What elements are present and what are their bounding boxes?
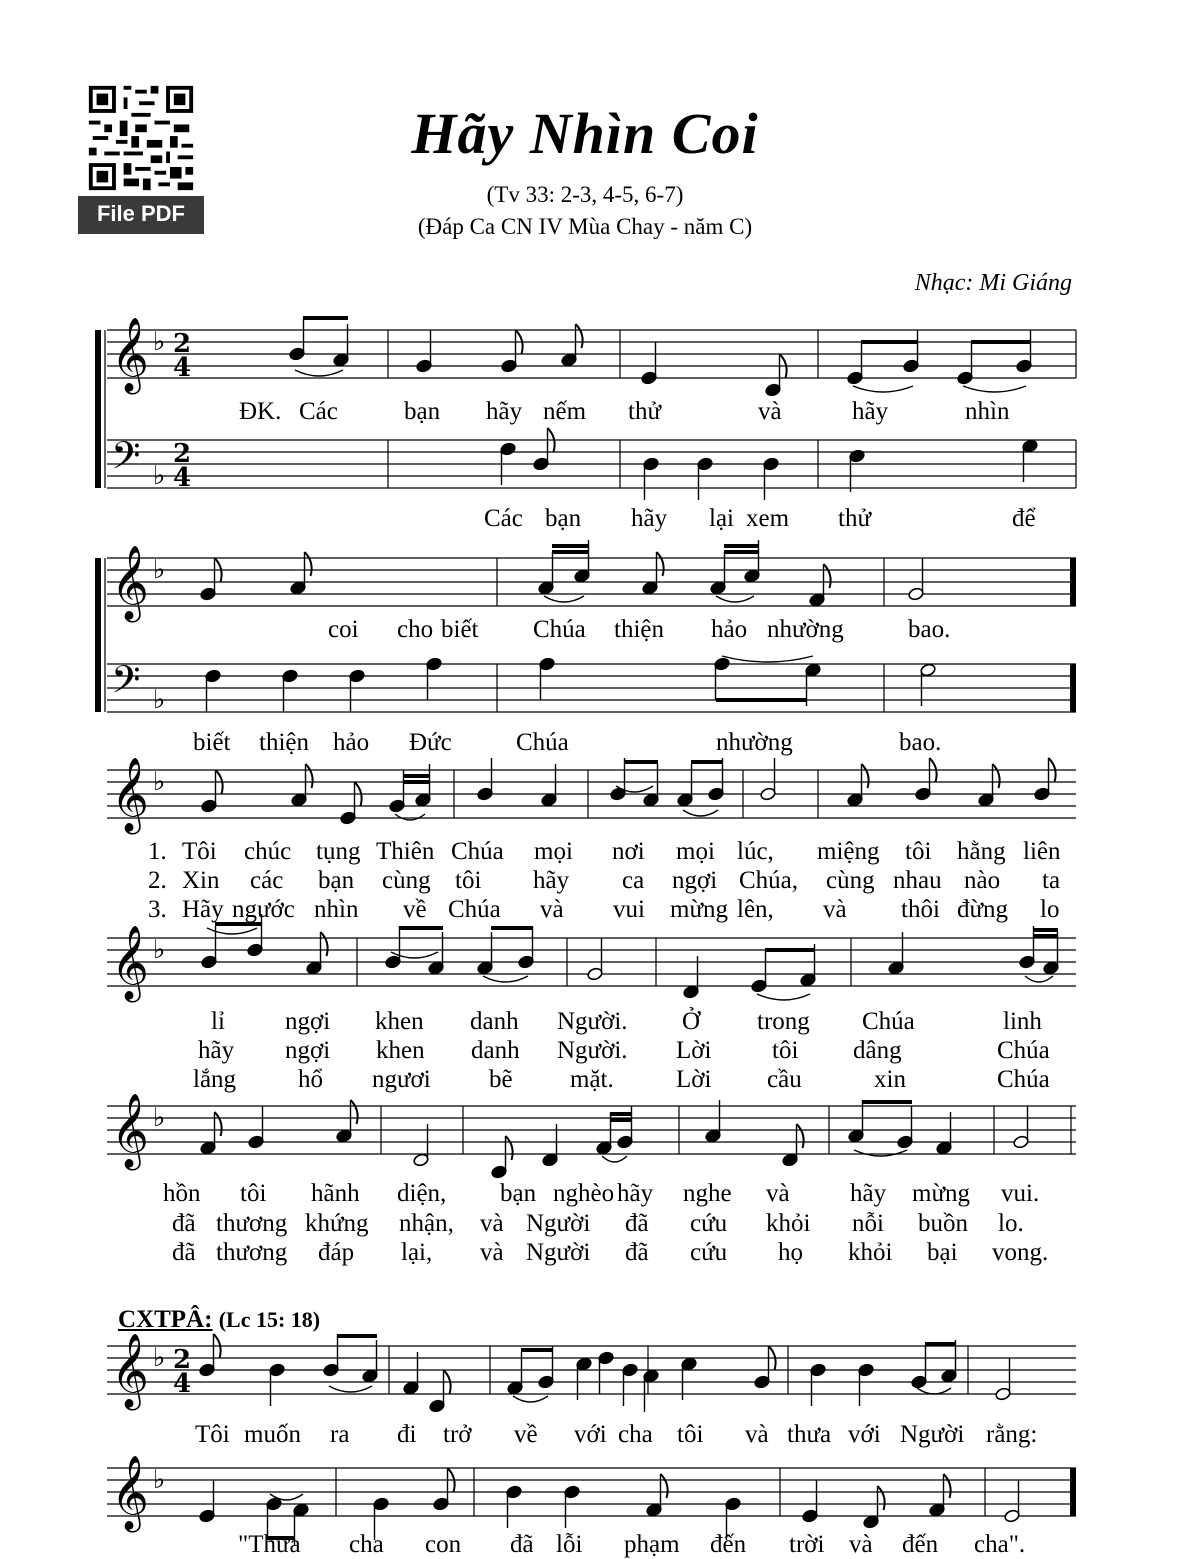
note-flag [321, 932, 328, 956]
staff [107, 1456, 1076, 1533]
lyric-syllable: với [848, 1421, 881, 1448]
lyric-syllable: bẽ [489, 1066, 513, 1093]
lyric-syllable: bạn [500, 1180, 537, 1207]
lyric-syllable: đã [510, 1531, 534, 1558]
lyric-syllable: muốn [244, 1421, 301, 1448]
lyric-syllable: lại, [401, 1239, 433, 1266]
lyric-syllable: biết [441, 616, 479, 643]
lyric-syllable: trời [789, 1531, 825, 1558]
flat-key-signature-icon: ♭ [153, 685, 166, 715]
lyric-syllable: mặt. [570, 1066, 614, 1093]
lyric-syllable: đừng [957, 896, 1009, 923]
flat-key-signature-icon: ♭ [153, 461, 166, 491]
note-flag [862, 764, 869, 788]
lyric-syllable: ngươi [372, 1066, 431, 1093]
lyric-syllable: về [514, 1421, 538, 1448]
lyric-syllable: Lời [676, 1066, 712, 1093]
lyric-syllable: cứu [690, 1239, 728, 1266]
lyric-syllable: "Thưa [238, 1531, 301, 1558]
lyric-syllable: Xin [182, 867, 220, 894]
lyric-syllable: vui. [1001, 1180, 1040, 1207]
lyric-syllable: thử [838, 505, 871, 532]
lyric-syllable: Người [526, 1239, 591, 1266]
lyric-syllable: trong [757, 1008, 810, 1035]
lyric-syllable: thiện [259, 729, 309, 756]
acclamation-title: CXTPÂ: [118, 1306, 213, 1333]
lyric-syllable: các [250, 867, 284, 894]
time-signature-top: 2 [173, 439, 192, 469]
slur [716, 596, 754, 602]
slur [757, 994, 810, 1000]
time-signature-top: 2 [173, 329, 192, 359]
lyric-syllable: hãy [198, 1037, 235, 1064]
note-flag [215, 1112, 222, 1136]
final-bar-line [1070, 558, 1076, 606]
lyric-syllable: Chúa, [739, 867, 799, 894]
lyric-syllable: cho [397, 616, 434, 643]
lyric-syllable: bại [927, 1239, 958, 1266]
final-bar-line [1070, 1468, 1076, 1516]
lyric-syllable: khứng [305, 1210, 369, 1237]
lyric-syllable: Tôi [195, 1421, 230, 1448]
treble-clef-icon: 𝄞 [111, 758, 149, 832]
lyric-syllable: và [766, 1180, 790, 1207]
lyric-syllable: và [480, 1210, 504, 1237]
lyric-syllable: đã [172, 1239, 196, 1266]
final-bar-line [1070, 664, 1076, 712]
lyric-syllable: hằng [957, 838, 1006, 865]
lyric-syllable: đã [625, 1239, 649, 1266]
lyric-syllable: nào [964, 867, 1001, 894]
lyric-syllable: hãy [533, 867, 570, 894]
lyric-syllable: thưa [787, 1421, 832, 1448]
psalm-reference: (Tv 33: 2-3, 4-5, 6-7) [486, 182, 684, 207]
lyric-syllable: cha". [974, 1531, 1026, 1558]
lyric-syllable: hãnh [311, 1180, 360, 1207]
lyric-syllable: bạn [404, 398, 441, 425]
lyric-syllable: con [425, 1531, 462, 1558]
lyric-syllable: thiện [614, 616, 664, 643]
lyric-syllable: lo [1040, 896, 1060, 923]
lyric-syllable: nhìn [314, 896, 359, 923]
lyric-syllable: để [1012, 505, 1036, 532]
lyric-syllable: phạm [624, 1531, 680, 1558]
lyric-syllable: tôi [455, 867, 482, 894]
lyric-syllable: hãy [631, 505, 668, 532]
lyric-syllable: Ở [682, 1008, 701, 1035]
lyric-syllable: tôi [677, 1421, 704, 1448]
lyric-syllable: cùng [382, 867, 431, 894]
lyric-syllable: hảo [711, 616, 748, 643]
lyric-syllable: biết [193, 729, 231, 756]
lyric-syllable: ngước [232, 896, 295, 923]
lyric-syllable: nhận, [399, 1210, 454, 1237]
lyric-syllable: ta [1042, 867, 1061, 894]
lyric-syllable: hãy [486, 398, 523, 425]
lyric-syllable: Thiên [376, 838, 435, 865]
lyric-syllable: Đức [409, 729, 452, 756]
lyric-syllable: khỏi [848, 1239, 893, 1266]
lyric-syllable: đã [625, 1210, 649, 1237]
lyric-syllable: Người [900, 1421, 965, 1448]
slur [544, 596, 584, 602]
slur [483, 976, 528, 982]
lyric-syllable: Người. [557, 1037, 628, 1064]
lyric-syllable: 3. [148, 896, 167, 923]
slur [917, 1388, 951, 1394]
composer-credit: Nhạc: Mi Giáng [914, 270, 1072, 296]
slur [1025, 976, 1053, 982]
lyric-syllable: nhường [716, 729, 793, 756]
slur [395, 814, 425, 820]
bass-clef-icon: 𝄢 [111, 433, 141, 487]
lyric-syllable: bao. [908, 616, 951, 643]
slur [329, 1386, 372, 1392]
bass-clef-icon: 𝄢 [111, 657, 141, 711]
lyric-syllable: lo. [998, 1210, 1024, 1237]
lyric-syllable: Lời [676, 1037, 712, 1064]
treble-clef-icon: 𝄞 [111, 1334, 149, 1408]
slur [602, 1156, 627, 1162]
lyric-syllable: miệng [817, 838, 880, 865]
lyric-syllable: và [480, 1239, 504, 1266]
system-bracket [95, 558, 101, 712]
staff [107, 758, 1076, 835]
lyric-syllable: bạn [545, 505, 582, 532]
liturgy-subtitle: (Đáp Ca CN IV Mùa Chay - năm C) [417, 214, 753, 239]
lyric-syllable: 2. [148, 867, 167, 894]
lyric-syllable: rằng: [986, 1421, 1038, 1448]
lyric-syllable: nghèo [553, 1180, 615, 1207]
lyric-syllable: Các [484, 505, 523, 532]
lyric-syllable: ngợi [285, 1037, 331, 1064]
note-flag [824, 564, 831, 588]
lyric-syllable: với [574, 1421, 607, 1448]
lyric-syllable: đến [902, 1531, 939, 1558]
lyric-syllable: hãy [850, 1180, 887, 1207]
treble-clef-icon: 𝄞 [111, 318, 149, 392]
lyric-syllable: cùng [826, 867, 875, 894]
lyric-syllable: mọi [676, 838, 715, 865]
lyric-syllable: cầu [767, 1066, 802, 1093]
staff [107, 433, 1076, 493]
note-flag [506, 1136, 513, 1160]
lyric-syllable: lỉ [211, 1008, 225, 1035]
lyric-syllable: lên, [737, 896, 774, 923]
lyric-syllable: liên [1023, 838, 1061, 865]
lyric-syllable: nhường [767, 616, 844, 643]
file-pdf-label[interactable]: File PDF [78, 196, 204, 234]
lyric-syllable: chúc [244, 838, 292, 865]
staff [107, 546, 1076, 623]
lyric-syllable: linh [1003, 1008, 1042, 1035]
lyric-syllable: nhìn [965, 398, 1010, 425]
lyric-syllable: xem [746, 505, 790, 532]
lyric-syllable: thôi [901, 896, 940, 923]
lyric-syllable: cha [618, 1421, 653, 1448]
lyric-syllable: Các [299, 398, 338, 425]
lyric-syllable: khen [375, 1008, 424, 1035]
time-signature-bottom: 4 [173, 463, 192, 493]
lyric-syllable: Hãy [182, 896, 224, 923]
lyric-syllable: họ [778, 1239, 803, 1266]
lyric-syllable: lúc, [737, 838, 774, 865]
note-flag [797, 1124, 804, 1148]
lyric-syllable: Tôi [182, 838, 217, 865]
lyric-syllable: mọi [534, 838, 573, 865]
lyric-syllable: hổ [298, 1066, 323, 1093]
lyric-syllable: Chúa [997, 1037, 1050, 1064]
lyric-syllable: Chúa [451, 838, 504, 865]
treble-clef-icon: 𝄞 [111, 1456, 149, 1530]
lyric-syllable: lại [709, 505, 734, 532]
lyric-syllable: khỏi [766, 1210, 811, 1237]
time-signature-bottom: 4 [173, 1369, 192, 1399]
flat-key-signature-icon: ♭ [153, 327, 166, 357]
lyric-syllable: Chúa [997, 1066, 1050, 1093]
time-signature-bottom: 4 [173, 353, 192, 383]
lyric-syllable: nơi [612, 838, 645, 865]
lyric-syllable: coi [328, 616, 359, 643]
lyric-syllable: 1. [148, 838, 167, 865]
lyric-syllable: hãy [852, 398, 889, 425]
lyric-syllable: nếm [543, 398, 587, 425]
lyric-syllable: cha [349, 1531, 384, 1558]
lyric-syllable: trở [443, 1421, 472, 1448]
note-flag [944, 1474, 951, 1498]
lyric-syllable: bao. [899, 729, 942, 756]
song-title: Hãy Nhìn Coi [411, 101, 759, 166]
lyric-syllable: và [540, 896, 564, 923]
note-flag [306, 764, 313, 788]
treble-clef-icon: 𝄞 [111, 546, 149, 620]
lyric-syllable: hãy [617, 1180, 654, 1207]
treble-clef-icon: 𝄞 [111, 926, 149, 1000]
lyric-syllable: đáp [318, 1239, 355, 1266]
slur [963, 386, 1026, 392]
lyric-syllable: Người. [557, 1008, 628, 1035]
lyric-syllable: hồn [163, 1180, 201, 1207]
lyric-syllable: đi [397, 1421, 417, 1448]
lyric-syllable: ngợi [285, 1008, 331, 1035]
lyric-syllable: đến [710, 1531, 747, 1558]
system-bracket [95, 330, 101, 488]
treble-clef-icon: 𝄞 [111, 1094, 149, 1168]
acclamation-label [118, 1306, 320, 1334]
lyric-syllable: Chúa [516, 729, 569, 756]
lyric-syllable: buồn [918, 1210, 968, 1237]
flat-key-signature-icon: ♭ [153, 555, 166, 585]
lyric-syllable: Người [526, 1210, 591, 1237]
lyric-syllable: tôi [772, 1037, 799, 1064]
lyric-syllable: và [758, 398, 782, 425]
flat-key-signature-icon: ♭ [153, 767, 166, 797]
flat-key-signature-icon: ♭ [153, 1465, 166, 1495]
lyric-syllable: đã [172, 1210, 196, 1237]
lyric-syllable: mừng [670, 896, 728, 923]
slur [853, 386, 913, 392]
lyric-syllable: về [403, 896, 427, 923]
lyric-syllable: và [823, 896, 847, 923]
time-signature-top: 2 [173, 1345, 192, 1375]
slur [683, 810, 718, 816]
note-flag [657, 552, 664, 576]
staff [107, 318, 1076, 395]
lyric-syllable: bạn [318, 867, 355, 894]
note-flag [661, 1474, 668, 1498]
lyric-syllable: ca [622, 867, 645, 894]
lyric-syllable: Chúa [533, 616, 586, 643]
lyric-syllable: lỗi [556, 1531, 583, 1558]
lyric-syllable: diện, [397, 1180, 447, 1207]
lyric-syllable: tụng [316, 838, 361, 865]
lyric-syllable: danh [470, 1008, 519, 1035]
slur [722, 656, 813, 662]
lyric-syllable: Chúa [862, 1008, 915, 1035]
lyric-syllable: dâng [853, 1037, 902, 1064]
lyric-syllable: nỗi [852, 1210, 884, 1237]
lyric-syllable: mừng [912, 1180, 970, 1207]
lyric-syllable: tôi [240, 1180, 267, 1207]
lyric-syllable: cứu [690, 1210, 728, 1237]
note-flag [993, 764, 1000, 788]
lyric-syllable: vong. [992, 1239, 1049, 1266]
slur [854, 1150, 907, 1156]
lyric-syllable: thử [628, 398, 661, 425]
lyric-syllable: danh [471, 1037, 520, 1064]
slur [207, 928, 257, 934]
slur [295, 370, 343, 376]
note-flag [351, 1100, 358, 1124]
lyric-syllable: thương [216, 1239, 288, 1266]
acclamation-reference: (Lc 15: 18) [218, 1307, 321, 1332]
flat-key-signature-icon: ♭ [153, 1103, 166, 1133]
flat-key-signature-icon: ♭ [153, 935, 166, 965]
lyric-syllable: hảo [333, 729, 370, 756]
note-flag [878, 1486, 885, 1510]
slur [513, 1396, 548, 1402]
lyric-syllable: ra [330, 1421, 350, 1448]
lyric-syllable: ngợi [672, 867, 718, 894]
lyric-syllable: Chúa [448, 896, 501, 923]
staff [107, 926, 1076, 1003]
note-flag [305, 552, 312, 576]
lyric-syllable: và [745, 1421, 769, 1448]
lyric-syllable: thương [216, 1210, 288, 1237]
note-flag [576, 324, 583, 348]
lyric-syllable: nhau [893, 867, 942, 894]
lyric-syllable: lắng [193, 1066, 237, 1093]
lyric-syllable: khen [376, 1037, 425, 1064]
staff [107, 1094, 1076, 1171]
flat-key-signature-icon: ♭ [153, 1343, 166, 1373]
lyric-syllable: vui [613, 896, 645, 923]
lyric-syllable: tôi [905, 838, 932, 865]
lyric-syllable: xin [874, 1066, 906, 1093]
lyric-syllable: và [849, 1531, 873, 1558]
lyric-syllable: ĐK. [239, 398, 282, 425]
lyric-syllable: nghe [683, 1180, 732, 1207]
